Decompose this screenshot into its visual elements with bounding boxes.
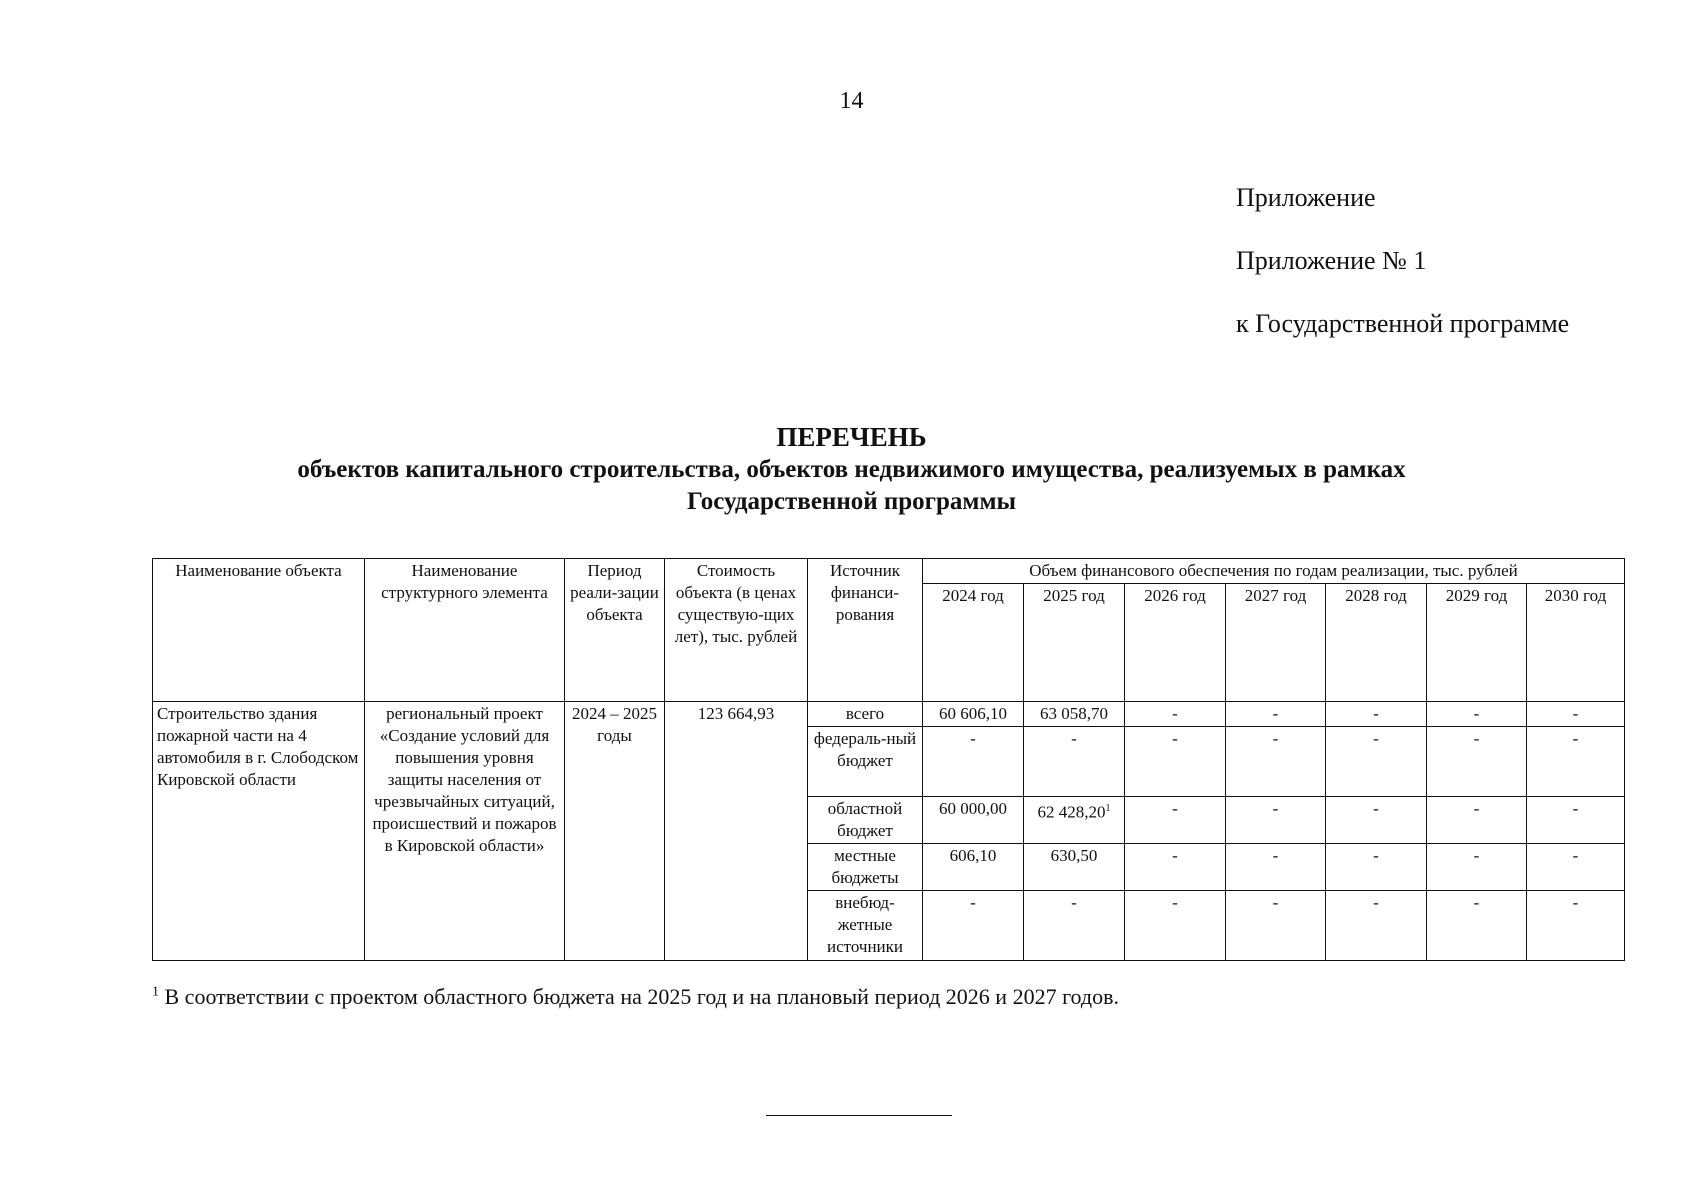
value-cell: - bbox=[1427, 797, 1527, 844]
footnote-ref: 1 bbox=[1105, 803, 1111, 814]
value-cell: 60 000,00 bbox=[923, 797, 1024, 844]
header-cost: Стоимость объекта (в ценах существую-щих лет), тыс. рублей bbox=[665, 559, 808, 702]
appendix-line-2: Приложение № 1 bbox=[1236, 246, 1427, 275]
value-cell: - bbox=[1125, 702, 1226, 727]
header-year: 2024 год bbox=[923, 584, 1024, 702]
value-cell: - bbox=[1427, 702, 1527, 727]
appendix-block bbox=[1236, 185, 1569, 374]
value-cell-with-note bbox=[1024, 797, 1125, 844]
page-number: 14 bbox=[839, 88, 864, 114]
header-year: 2025 год bbox=[1024, 584, 1125, 702]
source-cell: внебюд-жетные источники bbox=[808, 891, 923, 961]
object-name-cell: Строительство здания пожарной части на 4 автомобиля в г. Слободском Кировской области bbox=[153, 702, 365, 961]
footnote bbox=[152, 984, 1119, 1010]
element-name-cell: региональный проект «Создание условий для повышения уровня защиты населения от чрезвычайных ситуаций, происшествий и пожаров в Кировской области» bbox=[365, 702, 565, 961]
value-cell: - bbox=[1427, 727, 1527, 797]
header-period: Период реали-зации объекта bbox=[565, 559, 665, 702]
header-volume: Объем финансового обеспечения по годам реализации, тыс. рублей bbox=[923, 559, 1625, 584]
period-cell: 2024 – 2025 годы bbox=[565, 702, 665, 961]
value-cell: - bbox=[1125, 797, 1226, 844]
header-year: 2028 год bbox=[1326, 584, 1427, 702]
title-main: ПЕРЕЧЕНЬ bbox=[776, 422, 927, 452]
footnote-mark: 1 bbox=[152, 984, 159, 1000]
value-cell: - bbox=[1226, 797, 1326, 844]
header-object-name: Наименование объекта bbox=[153, 559, 365, 702]
value-cell: - bbox=[1427, 891, 1527, 961]
source-cell: областной бюджет bbox=[808, 797, 923, 844]
value-cell: 60 606,10 bbox=[923, 702, 1024, 727]
header-row-1 bbox=[153, 559, 1625, 584]
header-year: 2030 год bbox=[1527, 584, 1625, 702]
value-cell: - bbox=[1226, 702, 1326, 727]
header-element-name: Наименование структурного элемента bbox=[365, 559, 565, 702]
value-cell: - bbox=[1527, 891, 1625, 961]
header-year: 2026 год bbox=[1125, 584, 1226, 702]
value-cell: - bbox=[1125, 844, 1226, 891]
appendix-line-3: к Государственной программе bbox=[1236, 309, 1570, 338]
value-cell: - bbox=[1326, 727, 1427, 797]
value-cell: 606,10 bbox=[923, 844, 1024, 891]
value-cell: - bbox=[923, 727, 1024, 797]
value-cell: - bbox=[1226, 727, 1326, 797]
source-cell: федераль-ный бюджет bbox=[808, 727, 923, 797]
value-cell: - bbox=[923, 891, 1024, 961]
value-cell: - bbox=[1326, 797, 1427, 844]
title-subtitle-1: объектов капитального строительства, объектов недвижимого имущества, реализуемых в рамках bbox=[297, 456, 1406, 483]
table-row bbox=[153, 702, 1625, 727]
value-cell: - bbox=[1427, 844, 1527, 891]
value-cell: - bbox=[1326, 702, 1427, 727]
source-cell: всего bbox=[808, 702, 923, 727]
header-year: 2027 год bbox=[1226, 584, 1326, 702]
document-title bbox=[0, 420, 1703, 518]
value-cell: - bbox=[1226, 891, 1326, 961]
value-cell: - bbox=[1326, 844, 1427, 891]
source-cell: местные бюджеты bbox=[808, 844, 923, 891]
value-cell: - bbox=[1527, 727, 1625, 797]
header-year: 2029 год bbox=[1427, 584, 1527, 702]
value-text: 62 428,20 bbox=[1037, 802, 1106, 822]
value-cell: - bbox=[1024, 891, 1125, 961]
title-subtitle-2: Государственной программы bbox=[686, 488, 1017, 515]
value-cell: - bbox=[1226, 844, 1326, 891]
footnote-text: В соответствии с проектом областного бюджета на 2025 год и на плановый период 2026 и 2027 годов. bbox=[164, 984, 1120, 1009]
value-cell: - bbox=[1326, 891, 1427, 961]
value-cell: - bbox=[1125, 891, 1226, 961]
value-cell: - bbox=[1125, 727, 1226, 797]
value-cell: - bbox=[1527, 844, 1625, 891]
value-cell: 63 058,70 bbox=[1024, 702, 1125, 727]
value-cell: 630,50 bbox=[1024, 844, 1125, 891]
value-cell: - bbox=[1527, 702, 1625, 727]
header-source: Источник финанси-рования bbox=[808, 559, 923, 702]
objects-table bbox=[152, 558, 1625, 961]
appendix-line-1: Приложение bbox=[1236, 183, 1376, 212]
value-cell: - bbox=[1024, 727, 1125, 797]
cost-cell: 123 664,93 bbox=[665, 702, 808, 961]
closing-rule bbox=[766, 1115, 952, 1116]
value-cell: - bbox=[1527, 797, 1625, 844]
